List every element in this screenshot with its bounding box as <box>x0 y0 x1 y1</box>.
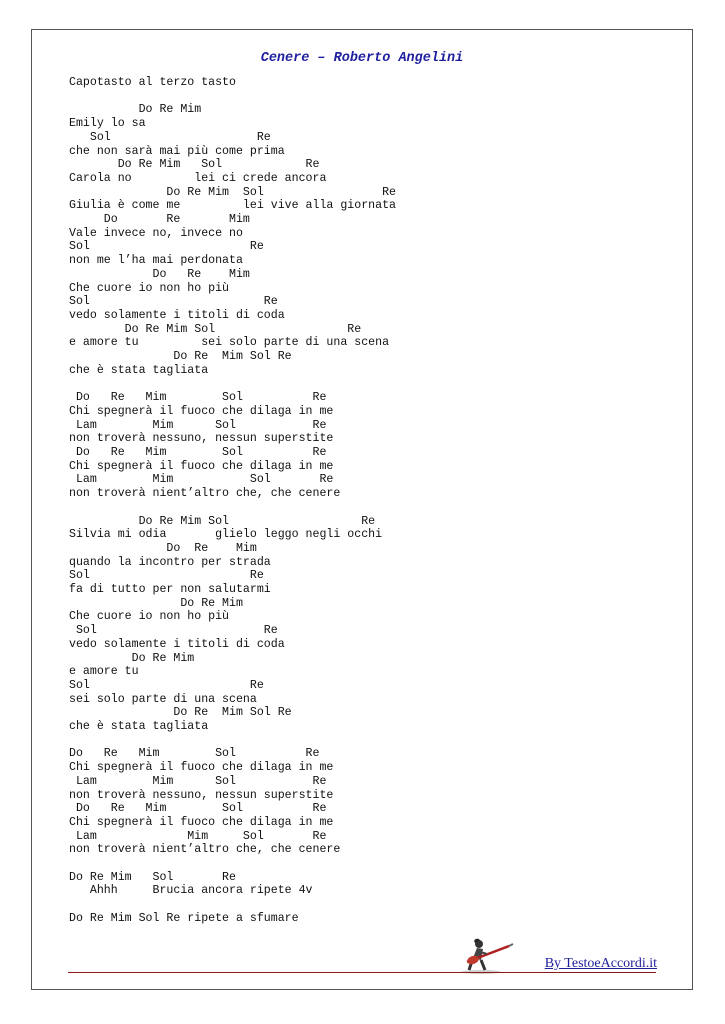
lyrics-with-chords: Capotasto al terzo tasto Do Re Mim Emily lo sa Sol Re che non sarà mai più come prima Do Re Mim Sol Re Carola no lei ci crede ancora Do Re Mim Sol Re Giulia è come me lei vive alla giornata Do Re Mim Vale invece no, invece no Sol Re non me l’ha mai perdonata Do Re Mim Che cuore io non ho più Sol Re vedo solamente i titoli di coda Do Re Mim Sol Re e amore tu sei solo parte di una scena Do Re Mim Sol Re che è stata tagliata Do Re Mim Sol Re Chi spegnerà il fuoco che dilaga in me Lam Mim Sol Re non troverà nessuno, nessun superstite Do Re Mim Sol Re Chi spegnerà il fuoco che dilaga in me Lam Mim Sol Re non troverà nient’altro che, che cenere Do Re Mim Sol Re Silvia mi odia glielo leggo negli occhi Do Re Mim quando la incontro per strada Sol Re fa di tutto per non salutarmi Do Re Mim Che cuore io non ho più Sol Re vedo solamente i titoli di coda Do Re Mim e amore tu Sol Re sei solo parte di una scena Do Re Mim Sol Re che è stata tagliata Do Re Mim Sol Re Chi spegnerà il fuoco che dilaga in me Lam Mim Sol Re non troverà nessuno, nessun superstite Do Re Mim Sol Re Chi spegnerà il fuoco che dilaga in me Lam Mim Sol Re non troverà nient’altro che, che cenere Do Re Mim Sol Re Ahhh Brucia ancora ripete 4v Do Re Mim Sol Re ripete a sfumare <box>69 76 396 925</box>
brand-link[interactable]: By TestoeAccordi.it <box>544 956 657 971</box>
guitarist-icon <box>459 938 515 974</box>
footer-divider <box>68 972 656 973</box>
song-title: Cenere – Roberto Angelini <box>260 51 464 66</box>
